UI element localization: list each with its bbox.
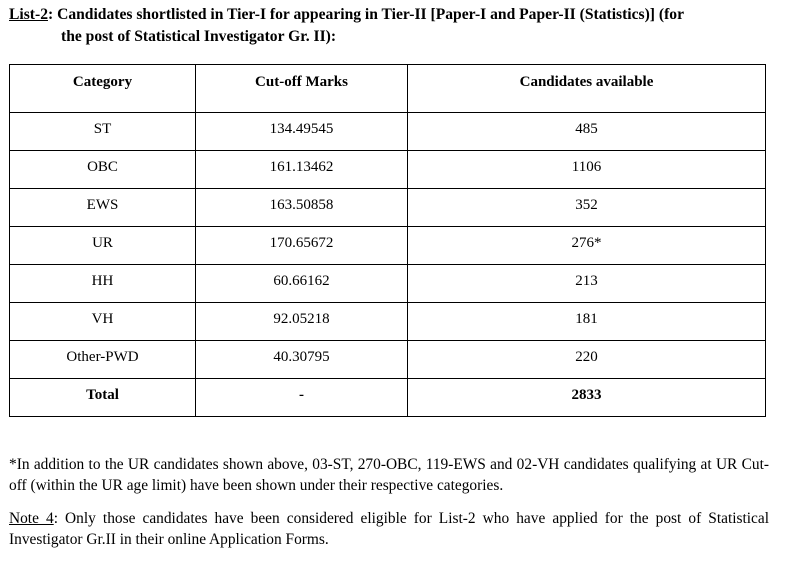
total-cutoff: -	[196, 379, 408, 417]
cell-cutoff: 134.49545	[196, 113, 408, 151]
cell-cutoff: 170.65672	[196, 227, 408, 265]
list-heading-text-2: the post of Statistical Investigator Gr. II):	[61, 28, 337, 45]
cell-category: ST	[10, 113, 196, 151]
table-row	[10, 113, 766, 151]
cell-category: Other-PWD	[10, 341, 196, 379]
list-heading	[9, 4, 789, 48]
table-row	[10, 227, 766, 265]
header-category: Category	[10, 65, 196, 113]
cell-candidates: 220	[408, 341, 766, 379]
table-row	[10, 151, 766, 189]
table-header-row	[10, 65, 766, 113]
cell-cutoff: 163.50858	[196, 189, 408, 227]
table-row	[10, 189, 766, 227]
cell-candidates: 485	[408, 113, 766, 151]
cell-candidates: 181	[408, 303, 766, 341]
cell-candidates: 1106	[408, 151, 766, 189]
table-row	[10, 303, 766, 341]
total-candidates: 2833	[408, 379, 766, 417]
cell-category: UR	[10, 227, 196, 265]
cell-candidates: 213	[408, 265, 766, 303]
header-candidates-available: Candidates available	[408, 65, 766, 113]
cell-category: VH	[10, 303, 196, 341]
cell-candidates: 352	[408, 189, 766, 227]
table-row	[10, 265, 766, 303]
table-row	[10, 341, 766, 379]
cell-cutoff: 92.05218	[196, 303, 408, 341]
cell-category: OBC	[10, 151, 196, 189]
total-label: Total	[10, 379, 196, 417]
cell-cutoff: 161.13462	[196, 151, 408, 189]
list-label: List-2	[9, 6, 48, 23]
cell-cutoff: 40.30795	[196, 341, 408, 379]
note-text: : Only those candidates have been considered eligible for List-2 who have applied for the post of Statistical Investigator Gr.II in their online Application Forms.	[9, 510, 769, 548]
note-label: Note 4	[9, 510, 54, 527]
cell-candidates: 276*	[408, 227, 766, 265]
cutoff-table	[9, 64, 766, 417]
table-total-row	[10, 379, 766, 417]
note-4	[9, 508, 769, 550]
header-cutoff-marks: Cut-off Marks	[196, 65, 408, 113]
cell-category: HH	[10, 265, 196, 303]
footnote: *In addition to the UR candidates shown above, 03-ST, 270-OBC, 119-EWS and 02-VH candidates qualifying at UR Cut-off (within the UR age limit) have been shown under their respective categories.	[9, 456, 769, 494]
cell-cutoff: 60.66162	[196, 265, 408, 303]
cell-category: EWS	[10, 189, 196, 227]
list-heading-text-1: : Candidates shortlisted in Tier-I for appearing in Tier-II [Paper-I and Paper-II (Statistics)] (for	[47, 6, 684, 23]
